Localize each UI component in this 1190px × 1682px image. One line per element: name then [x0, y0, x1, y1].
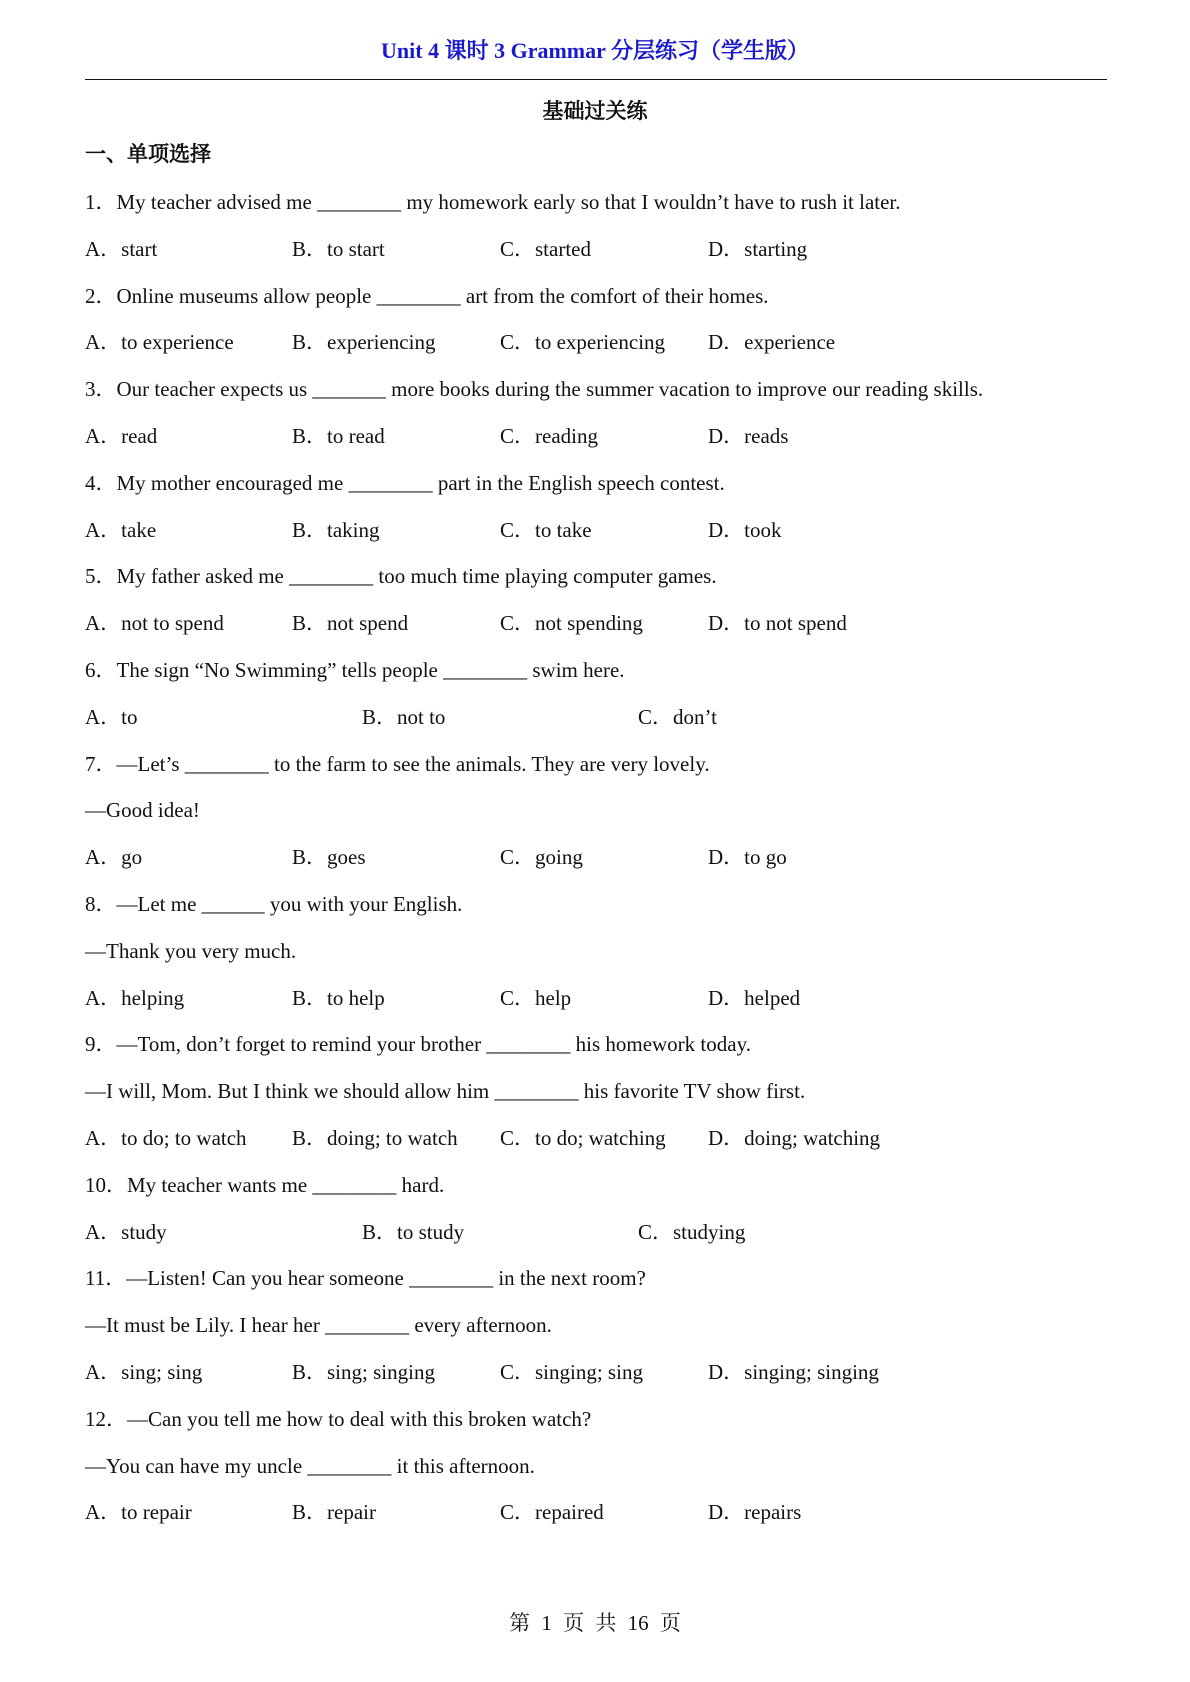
- question-stem: 9．—Tom, don’t forget to remind your brother ________ his homework today.: [85, 1032, 751, 1057]
- answer-option[interactable]: C．not spending: [500, 611, 643, 636]
- answer-option[interactable]: D．singing; singing: [708, 1359, 879, 1384]
- answer-option[interactable]: A．go: [85, 845, 143, 870]
- answer-option[interactable]: A．to do; to watch: [85, 1125, 247, 1150]
- question-stem: 12．—Can you tell me how to deal with this broken watch?: [85, 1406, 592, 1431]
- answer-option[interactable]: A．to: [85, 704, 138, 729]
- answer-option[interactable]: B．to help: [292, 985, 385, 1010]
- answer-option[interactable]: B．to read: [292, 423, 385, 448]
- question-list: [85, 138, 1125, 1543]
- answer-options: [85, 1496, 1125, 1543]
- answer-options: [85, 701, 1125, 748]
- question-stem: 7．—Let’s ________ to the farm to see the animals. They are very lovely.: [85, 751, 710, 776]
- answer-options: [85, 1122, 1125, 1169]
- answer-option[interactable]: C．to experiencing: [500, 330, 666, 355]
- answer-option[interactable]: B．to start: [292, 236, 385, 261]
- answer-option[interactable]: B．goes: [292, 845, 366, 870]
- answer-option[interactable]: C．singing; sing: [500, 1359, 643, 1384]
- answer-options: [85, 420, 1125, 467]
- answer-options: [85, 233, 1125, 280]
- question-stem: 2．Online museums allow people ________ art from the comfort of their homes.: [85, 283, 769, 308]
- dialogue-line: —Good idea!: [85, 798, 200, 823]
- answer-option[interactable]: C．studying: [638, 1219, 746, 1244]
- question-stem: 6．The sign “No Swimming” tells people ________ swim here.: [85, 657, 625, 682]
- answer-options: [85, 1216, 1125, 1263]
- answer-option[interactable]: D．to not spend: [708, 611, 847, 636]
- dialogue-line: —I will, Mom. But I think we should allow him ________ his favorite TV show first.: [85, 1079, 806, 1104]
- answer-option[interactable]: A．sing; sing: [85, 1359, 203, 1384]
- answer-option[interactable]: B．not spend: [292, 611, 409, 636]
- answer-option[interactable]: D．took: [708, 517, 782, 542]
- answer-option[interactable]: D．experience: [708, 330, 836, 355]
- answer-option[interactable]: D．helped: [708, 985, 801, 1010]
- answer-option[interactable]: A．study: [85, 1219, 167, 1244]
- question-stem: 4．My mother encouraged me ________ part in the English speech contest.: [85, 470, 725, 495]
- question-stem: 5．My father asked me ________ too much time playing computer games.: [85, 564, 717, 589]
- answer-option[interactable]: B．experiencing: [292, 330, 436, 355]
- answer-option[interactable]: A．take: [85, 517, 157, 542]
- answer-options: [85, 841, 1125, 888]
- answer-option[interactable]: D．to go: [708, 845, 787, 870]
- document-title: Unit 4 课时 3 Grammar 分层练习（学生版）: [381, 38, 809, 63]
- answer-option[interactable]: A．to repair: [85, 1500, 192, 1525]
- answer-option[interactable]: B．sing; singing: [292, 1359, 435, 1384]
- section-subtitle: 基础过关练: [542, 99, 648, 123]
- question-stem: 11．—Listen! Can you hear someone ________ in the next room?: [85, 1266, 646, 1291]
- answer-option[interactable]: C．reading: [500, 423, 598, 448]
- question-stem: 10．My teacher wants me ________ hard.: [85, 1172, 445, 1197]
- answer-option[interactable]: C．repaired: [500, 1500, 604, 1525]
- answer-option[interactable]: A．helping: [85, 985, 185, 1010]
- answer-option[interactable]: D．repairs: [708, 1500, 802, 1525]
- answer-option[interactable]: C．going: [500, 845, 583, 870]
- dialogue-line: —It must be Lily. I hear her ________ every afternoon.: [85, 1313, 552, 1338]
- answer-options: [85, 514, 1125, 561]
- answer-option[interactable]: A．to experience: [85, 330, 234, 355]
- question-stem: 8．—Let me ______ you with your English.: [85, 891, 463, 916]
- answer-option[interactable]: A．not to spend: [85, 611, 224, 636]
- answer-options: [85, 1356, 1125, 1403]
- answer-options: [85, 607, 1125, 654]
- page-number: 第 1 页 共 16 页: [509, 1611, 681, 1635]
- answer-option[interactable]: A．start: [85, 236, 158, 261]
- section-heading: 一、单项选择: [85, 142, 211, 166]
- question-stem: 1．My teacher advised me ________ my homework early so that I wouldn’t have to rush it later.: [85, 190, 901, 214]
- header-rule: [85, 79, 1107, 80]
- dialogue-line: —You can have my uncle ________ it this afternoon.: [85, 1453, 535, 1478]
- answer-option[interactable]: B．doing; to watch: [292, 1125, 458, 1150]
- answer-option[interactable]: A．read: [85, 423, 158, 448]
- answer-option[interactable]: B．taking: [292, 517, 380, 542]
- answer-option[interactable]: C．help: [500, 985, 572, 1010]
- answer-option[interactable]: C．started: [500, 236, 591, 261]
- answer-option[interactable]: D．starting: [708, 236, 808, 261]
- dialogue-line: —Thank you very much.: [85, 938, 297, 963]
- answer-option[interactable]: D．reads: [708, 423, 789, 448]
- answer-option[interactable]: B．not to: [362, 704, 446, 729]
- answer-option[interactable]: C．to do; watching: [500, 1125, 666, 1150]
- answer-options: [85, 982, 1125, 1029]
- answer-option[interactable]: C．to take: [500, 517, 592, 542]
- answer-option[interactable]: D．doing; watching: [708, 1125, 881, 1150]
- answer-option[interactable]: C．don’t: [638, 704, 717, 729]
- answer-option[interactable]: B．repair: [292, 1500, 376, 1525]
- question-stem: 3．Our teacher expects us _______ more books during the summer vacation to improve our reading skills.: [85, 377, 984, 402]
- answer-option[interactable]: B．to study: [362, 1219, 465, 1244]
- answer-options: [85, 326, 1125, 373]
